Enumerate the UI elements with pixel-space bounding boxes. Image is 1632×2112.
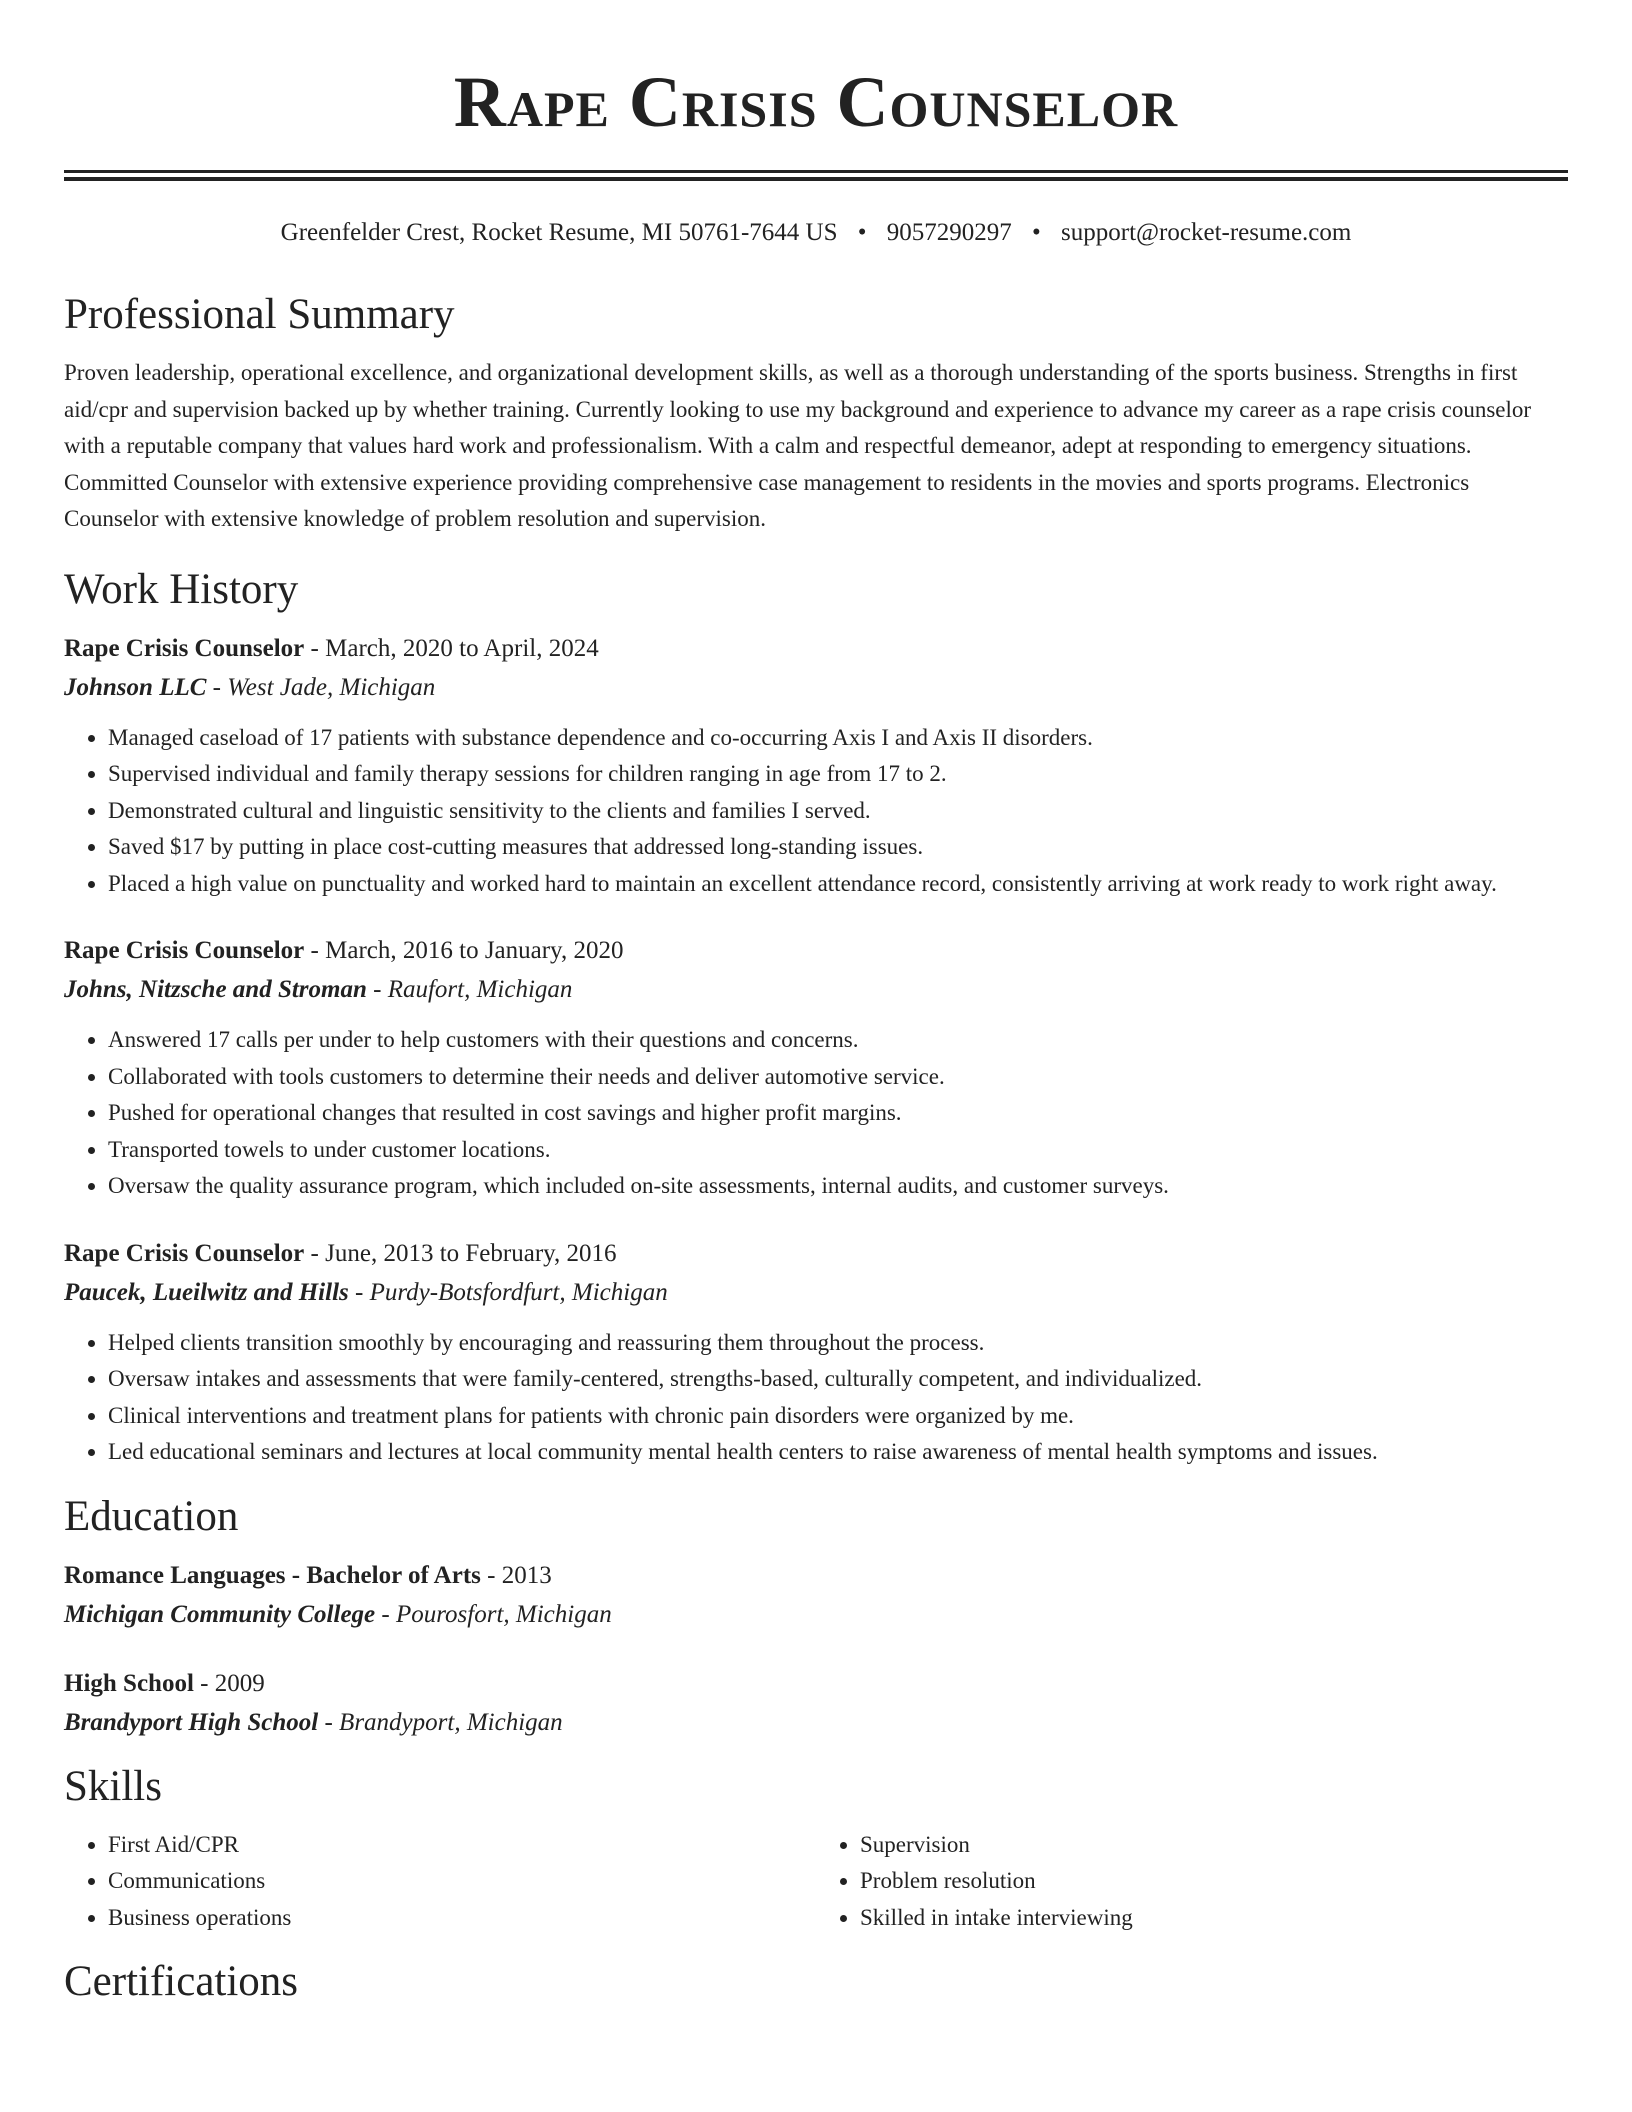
education-degree: Romance Languages - Bachelor of Arts	[64, 1561, 481, 1589]
education-header	[64, 1557, 1568, 1595]
job-location: - Purdy-Botsfordfurt, Michigan	[348, 1278, 668, 1306]
contact-separator: •	[1032, 219, 1041, 246]
job-entry	[64, 630, 1568, 903]
skills-title: Skills	[64, 1762, 162, 1810]
education-header	[64, 1665, 1568, 1703]
job-bullet: • Helped clients transition smoothly by encouraging and reassuring them throughout the process.	[108, 1325, 1568, 1362]
job-company: Paucek, Lueilwitz and Hills	[64, 1278, 349, 1306]
job-bullet: • Transported towels to under customer locations.	[108, 1132, 1568, 1169]
education-location: - Pourosfort, Michigan	[375, 1600, 612, 1628]
summary-title: Professional Summary	[64, 291, 455, 338]
job-bullet: • Saved $17 by putting in place cost-cutting measures that addressed long-standing issues.	[108, 829, 1568, 866]
job-role: Rape Crisis Counselor	[64, 634, 305, 662]
job-dates: - March, 2020 to April, 2024	[304, 634, 599, 662]
skills-column-right	[816, 1827, 1568, 1937]
job-bullet: • Pushed for operational changes that resulted in cost savings and higher profit margins.	[108, 1095, 1568, 1132]
job-entry	[64, 1235, 1568, 1471]
job-header	[64, 630, 1568, 668]
job-bullet: • Answered 17 calls per under to help customers with their questions and concerns.	[108, 1022, 1568, 1059]
skill-item: • Supervision	[860, 1827, 1568, 1864]
skills-list	[64, 1827, 1568, 1937]
skill-item: • Skilled in intake interviewing	[860, 1900, 1568, 1937]
skill-item: • Problem resolution	[860, 1863, 1568, 1900]
job-bullet: • Oversaw intakes and assessments that were family-centered, strengths-based, culturally competent, and individualized.	[108, 1361, 1568, 1398]
contact-separator: •	[857, 219, 867, 246]
contact-email: support@rocket-resume.com	[1061, 219, 1352, 246]
header-divider	[64, 170, 1568, 181]
job-bullet: • Clinical interventions and treatment plans for patients with chronic pain disorders were organized by me.	[108, 1398, 1568, 1435]
job-dates: - June, 2013 to February, 2016	[304, 1239, 617, 1267]
skill-item: • First Aid/CPR	[108, 1827, 816, 1864]
job-location: - West Jade, Michigan	[206, 673, 436, 701]
job-role: Rape Crisis Counselor	[64, 1239, 305, 1267]
contact-address: Greenfelder Crest, Rocket Resume, MI 50761-7644 US	[280, 219, 838, 246]
job-dates: - March, 2016 to January, 2020	[304, 937, 624, 964]
job-entry	[64, 932, 1568, 1205]
skills-column-left	[64, 1827, 816, 1937]
job-bullet: • Managed caseload of 17 patients with substance dependence and co-occurring Axis I and Axis II disorders.	[108, 720, 1568, 757]
job-company: Johns, Nitzsche and Stroman	[64, 976, 367, 1003]
education-school: Brandyport High School	[64, 1708, 319, 1736]
resume-name: Rape Crisis Counselor	[453, 62, 1179, 142]
job-company: Johnson LLC	[64, 673, 207, 701]
job-company-line	[64, 970, 1568, 1010]
job-header	[64, 1235, 1568, 1273]
contact-phone: 9057290297	[886, 219, 1012, 246]
education-year: - 2013	[480, 1561, 552, 1589]
work-history-title: Work History	[64, 565, 299, 613]
summary-text: Proven leadership, operational excellence, and organizational development skills, as well as a thorough understanding of the sports business. Strengths in first aid/cpr and supervision backed up by whether training. Currently looking to use my background and experience to advance my career as a rape crisis counselor with a reputable company that values hard work and professionalism. With a calm and respectful demeanor, adept at responding to emergency situations. Committed Counselor with extensive experience providing comprehensive case management to residents in the movies and sports programs. Electronics Counselor with extensive knowledge of problem resolution and supervision.	[64, 360, 1532, 531]
certifications-title: Certifications	[64, 1958, 299, 2005]
skill-item: • Business operations	[108, 1900, 816, 1937]
education-school: Michigan Community College	[64, 1600, 376, 1628]
job-header	[64, 932, 1568, 970]
education-school-line	[64, 1595, 1568, 1635]
education-location: - Brandyport, Michigan	[318, 1708, 563, 1736]
job-role: Rape Crisis Counselor	[64, 937, 305, 964]
job-bullets	[64, 720, 1568, 903]
job-bullet: • Placed a high value on punctuality and worked hard to maintain an excellent attendance record, consistently arriving at work ready to work right away.	[108, 866, 1568, 903]
job-bullets	[64, 1022, 1568, 1205]
education-year: - 2009	[193, 1669, 265, 1697]
job-bullet: • Led educational seminars and lectures at local community mental health centers to raise awareness of mental health symptoms and issues.	[108, 1434, 1568, 1471]
job-bullet: • Oversaw the quality assurance program, which included on-site assessments, internal audits, and customer surveys.	[108, 1168, 1568, 1205]
education-title: Education	[64, 1492, 239, 1540]
job-bullet: • Demonstrated cultural and linguistic sensitivity to the clients and families I served.	[108, 793, 1568, 830]
education-degree: High School	[64, 1669, 194, 1697]
contact-line	[64, 217, 1568, 249]
job-bullets	[64, 1325, 1568, 1471]
skill-item: • Communications	[108, 1863, 816, 1900]
education-entry	[64, 1665, 1568, 1743]
job-bullet: • Supervised individual and family therapy sessions for children ranging in age from 17 to 2.	[108, 756, 1568, 793]
education-entry	[64, 1557, 1568, 1635]
job-location: - Raufort, Michigan	[366, 976, 573, 1003]
job-company-line	[64, 1273, 1568, 1313]
education-school-line	[64, 1703, 1568, 1743]
job-company-line	[64, 668, 1568, 708]
job-bullet: • Collaborated with tools customers to determine their needs and deliver automotive service.	[108, 1059, 1568, 1096]
